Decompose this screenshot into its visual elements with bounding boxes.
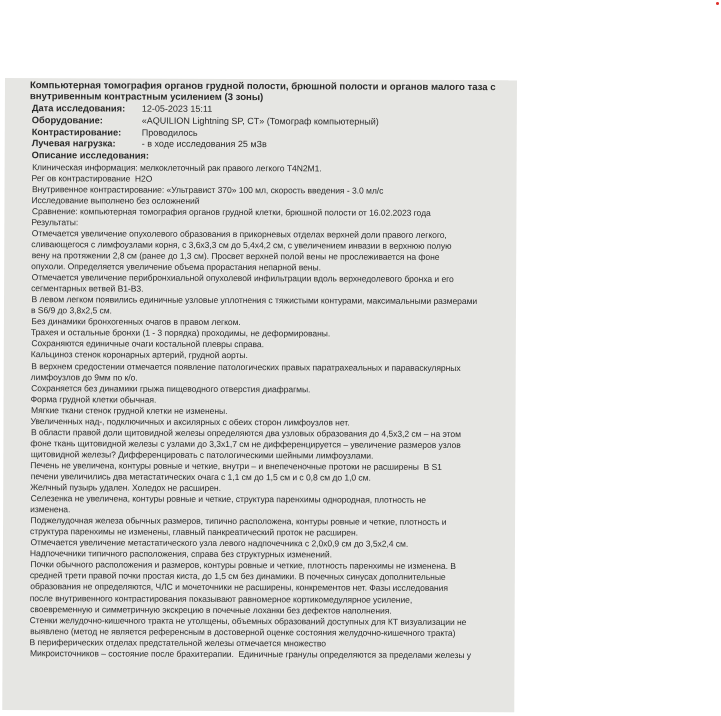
report-line: вену на протяжении 2,8 см (ранее до 1,3 см). Просвет верхней полой вены не прослеживается на фоне xyxy=(31,250,440,262)
report-line: Трахея и остальные бронхи (1 - 3 порядка) проходимы, не деформированы. xyxy=(30,327,331,339)
report-line: Сохраняются единичные очаги костальной плевры справа. xyxy=(31,338,264,350)
report-line: своевременную и симметричную экскрецию в почечные лоханки без дефектов наполнения. xyxy=(30,603,392,616)
report-line: Селезенка не увеличена, контуры ровные и четкие, структура паренхимы однородная, плотность не xyxy=(30,493,427,505)
report-line: Результаты: xyxy=(31,217,79,228)
field-label: Дата исследования: xyxy=(31,103,126,114)
report-line: Почки обычного расположения и размеров, контуры ровные и четкие, плотность паренхимы не изменена. В xyxy=(30,559,456,572)
report-line: Отмечается увеличение перибронхиальной опухолевой инфильтрации вдоль верхнедолевого бронха и его xyxy=(31,272,454,285)
report-line: Стенки желудочно-кишечного тракта не утолщены, объемных образований доступных для КТ визуализации не xyxy=(29,614,467,627)
report-line: В верхнем средостении отмечается появление патологических правых паратрахеальных и паравaскулярных xyxy=(31,360,461,373)
report-line: В области правой доли щитовидной железы определяются два узловых образования до 4,5х3,2 см – на этом xyxy=(30,426,461,439)
report-line: фоне ткань щитовидной железы с узлами до 3,3х1,7 см не дифференцируется – увеличение размеров узлов xyxy=(30,437,461,450)
field-value: 12-05-2023 15:11 xyxy=(141,103,213,114)
field-value: «AQUILION Lightning SP, CT» (Томограф компьютерный) xyxy=(141,115,379,127)
report-line: Увеличенных над-, подключичных и аксилярных с обеих сторон лимфоузлов нет. xyxy=(30,415,350,428)
report-line: Кальциноз стенок коронарных артерий, грудной аорты. xyxy=(30,349,248,361)
report-line: Сравнение: компьютерная томография органов грудной клетки, брюшной полости от 16.02.2023 года xyxy=(31,205,431,218)
report-line: средней трети правой почки простая киста, до 1,5 см без динамики. В почечных синусах дополнительные xyxy=(29,570,446,583)
document-page xyxy=(2,78,517,712)
report-line: щитовидной железы? Дифференцировать с патологическими шейными лимфоузлами. xyxy=(30,449,374,461)
title-line: внутривенным контрастным усилением (3 зоны) xyxy=(29,90,264,103)
report-line: Сохраняется без динамики грыжа пищеводного отверстия диафрагмы. xyxy=(31,382,311,394)
report-line: Форма грудной клетки обычная. xyxy=(30,393,157,405)
field-label: Лучевая нагрузка: xyxy=(31,138,116,149)
section-title: Описание исследования: xyxy=(31,150,149,161)
report-line: Рег ов контрастирование H2O xyxy=(31,172,153,184)
report-line: Надпочечники типичного расположения, справа без структурных изменений. xyxy=(29,548,332,560)
report-line: опухоли. Определяется увеличение объема прорастания непарной вены. xyxy=(31,261,321,273)
report-line: сливающегося с лимфоузлами корня, с 3,6х3,3 см до 5,4х4,2 см, с увеличением инвазии в верхнюю полую xyxy=(31,239,452,251)
report-line: Отмечается увеличение опухолевого образования в прикорневых отделах верхней доли правого легкого, xyxy=(31,228,447,240)
report-line: Поджелудочная железа обычных размеров, типично расположена, контуры ровные и четкие, плотность и xyxy=(30,515,447,528)
report-line: выявлено (метод не является референсным в достоверной оценке состояния желудочно-кишечного тракта) xyxy=(30,625,456,638)
report-line: в S6/9 до 3,8х2,5 см. xyxy=(30,305,112,316)
report-line: изменена. xyxy=(30,504,71,515)
report-body xyxy=(29,162,511,661)
report-line: печени увеличились два метастатических очага с 1,1 см до 1,5 см и с 0,8 см до 1,0 см. xyxy=(30,471,371,483)
report-line: В периферических отделах предстательной железы отмечается множество xyxy=(29,636,327,649)
field-label: Контрастирование: xyxy=(31,126,122,138)
report-line: Внутривенное контрастирование: «Ультравист 370» 100 мл, скорость введения - 3.0 мл/с xyxy=(31,183,384,196)
report-line: после внутривенного контрастирования показывают равномерное кортикомедулярное усиление, xyxy=(29,592,413,605)
report-line: сегментарных ветвей B1-B3. xyxy=(31,283,144,294)
report-line: В левом легком появились единичные узловые уплотнения с тяжистыми контурами, максимальными размерами xyxy=(31,294,478,307)
report-line: Отмечается увеличение метастатического узла левого надпочечника с 2,0х0,9 см до 3,5х2,4 см. xyxy=(30,537,409,550)
report-line: Мягкие ткани стенок грудной клетки не изменены. xyxy=(31,404,228,416)
report-line: Исследование выполнено без осложнений xyxy=(31,194,200,206)
field-value: - в ходе исследования 25 мЗв xyxy=(141,138,267,150)
report-line: Печень не увеличена, контуры ровные и четкие, внутри – и внепеченочные протоки не расширены В S1 xyxy=(30,460,442,472)
field-label: Оборудование: xyxy=(31,114,103,126)
report-line: образования не определяются, ЧЛС и мочеточники не расширены, конкрементов нет. Фазы исследования xyxy=(30,581,448,594)
report-line: Желчный пузырь удален. Холедох не расширен. xyxy=(30,482,221,493)
report-line: лимфоузлов до 9мм по к/о. xyxy=(30,371,138,383)
report-line: структура паренхимы не изменены, главный панкреатический проток не расширен. xyxy=(30,526,359,538)
report-line: Без динамики бронхогенных очагов в правом легком. xyxy=(31,316,241,328)
field-value: Проводилось xyxy=(141,127,198,138)
report-line: Микроисточников – состояние после брахитерапии. Единичные гранулы определяются за пределами железы у xyxy=(29,647,472,660)
corner-dot xyxy=(716,2,719,5)
document-title xyxy=(30,81,512,104)
report-line: Клиническая информация: мелкоклеточный рак правого легкого T4N2M1. xyxy=(32,161,322,174)
title-line: Компьютерная томография органов грудной полости, брюшной полости и органов малого таза с xyxy=(29,80,496,94)
